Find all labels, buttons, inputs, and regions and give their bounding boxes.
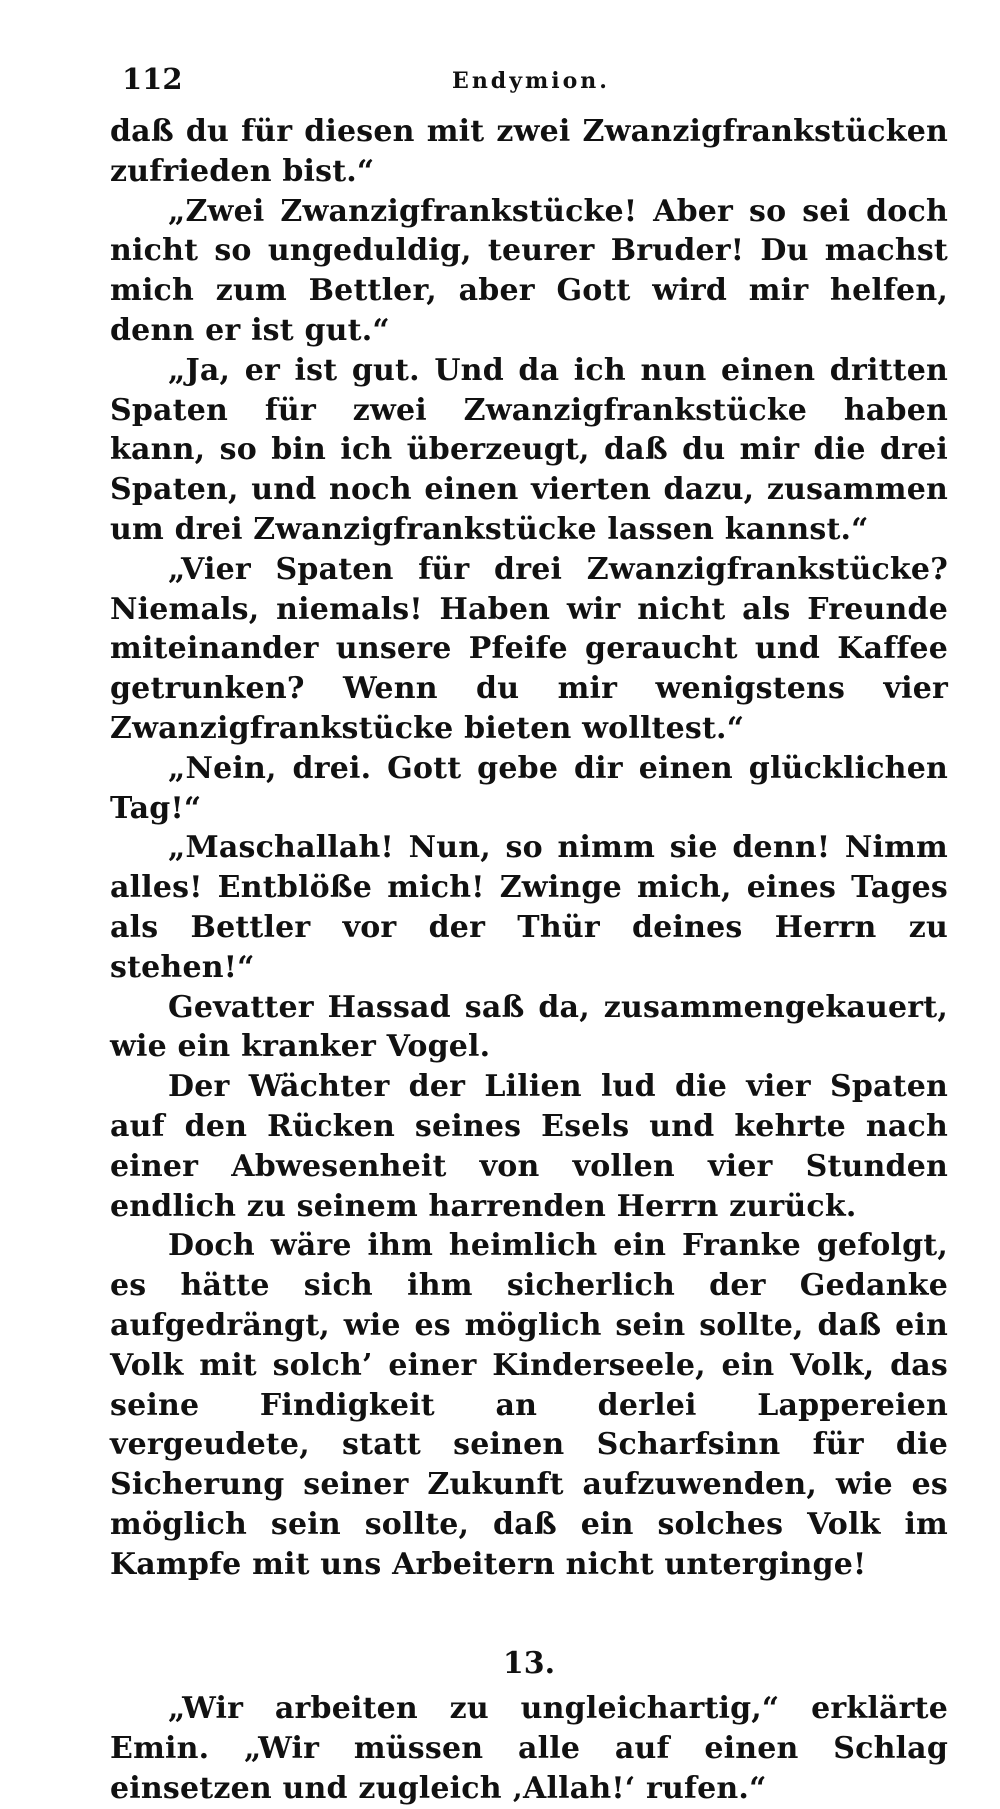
paragraph: „Vier Spaten für drei Zwanzigfrankstücke? Niemals, niemals! Haben wir nicht als Freunde miteinander unsere Pfeife geraucht und Kaffee getrunken? Wenn du mir wenigstens vier Zwanzigfrankstücke bieten wolltest.“ <box>110 551 948 746</box>
paragraph: „Nein, drei. Gott gebe dir einen glücklichen Tag!“ <box>110 750 948 826</box>
page-header <box>110 62 952 102</box>
paragraph: „Maschallah! Nun, so nimm sie denn! Nimm alles! Entblöße mich! Zwinge mich, eines Tages als Bettler vor der Thür deines Herrn zu stehen!“ <box>110 830 948 985</box>
paragraph: daß du für diesen mit zwei Zwanzigfrankstücken zufrieden bist.“ <box>110 114 948 189</box>
paragraph: Doch wäre ihm heimlich ein Franke gefolgt, es hätte sich ihm sicherlich der Gedanke aufgedrängt, wie es möglich sein sollte, daß ein Volk mit solch’ einer Kinderseele, ein Volk, das seine Findigkeit an derlei Lappereien vergeudete, statt seinen Scharfsinn für die Sicherung seiner Zukunft aufzuwenden, wie es möglich sein sollte, daß ein solches Volk im Kampfe mit uns Arbeitern nicht unterginge! <box>110 1228 948 1582</box>
page-body <box>110 112 948 1809</box>
running-title: Endymion. <box>452 68 610 94</box>
paragraph: Gevatter Hassad saß da, zusammengekauert, wie ein kranker Vogel. <box>110 989 948 1065</box>
paragraph: „Zwei Zwanzigfrankstücke! Aber so sei doch nicht so ungeduldig, teurer Bruder! Du machst mich zum Bettler, aber Gott wird mir helfen, denn er ist gut.“ <box>110 193 948 348</box>
section-number: 13. <box>502 1646 556 1682</box>
paragraph: Der Wächter der Lilien lud die vier Spaten auf den Rücken seines Esels und kehrte nach einer Abwesenheit von vollen vier Stunden endlich zu seinem harrenden Herrn zurück. <box>110 1069 948 1224</box>
paragraph: „Ja, er ist gut. Und da ich nun einen dritten Spaten für zwei Zwanzigfrankstücke haben kann, so bin ich überzeugt, daß du mir die drei Spaten, und noch einen vierten dazu, zusammen um drei Zwanzigfrankstücke lassen kannst.“ <box>110 352 948 547</box>
paragraph: „Wir arbeiten zu ungleichartig,“ erklärte Emin. „Wir müssen alle auf einen Schlag einsetzen und zugleich ‚Allah!‘ rufen.“ <box>110 1691 948 1807</box>
page-number: 112 <box>122 62 183 96</box>
